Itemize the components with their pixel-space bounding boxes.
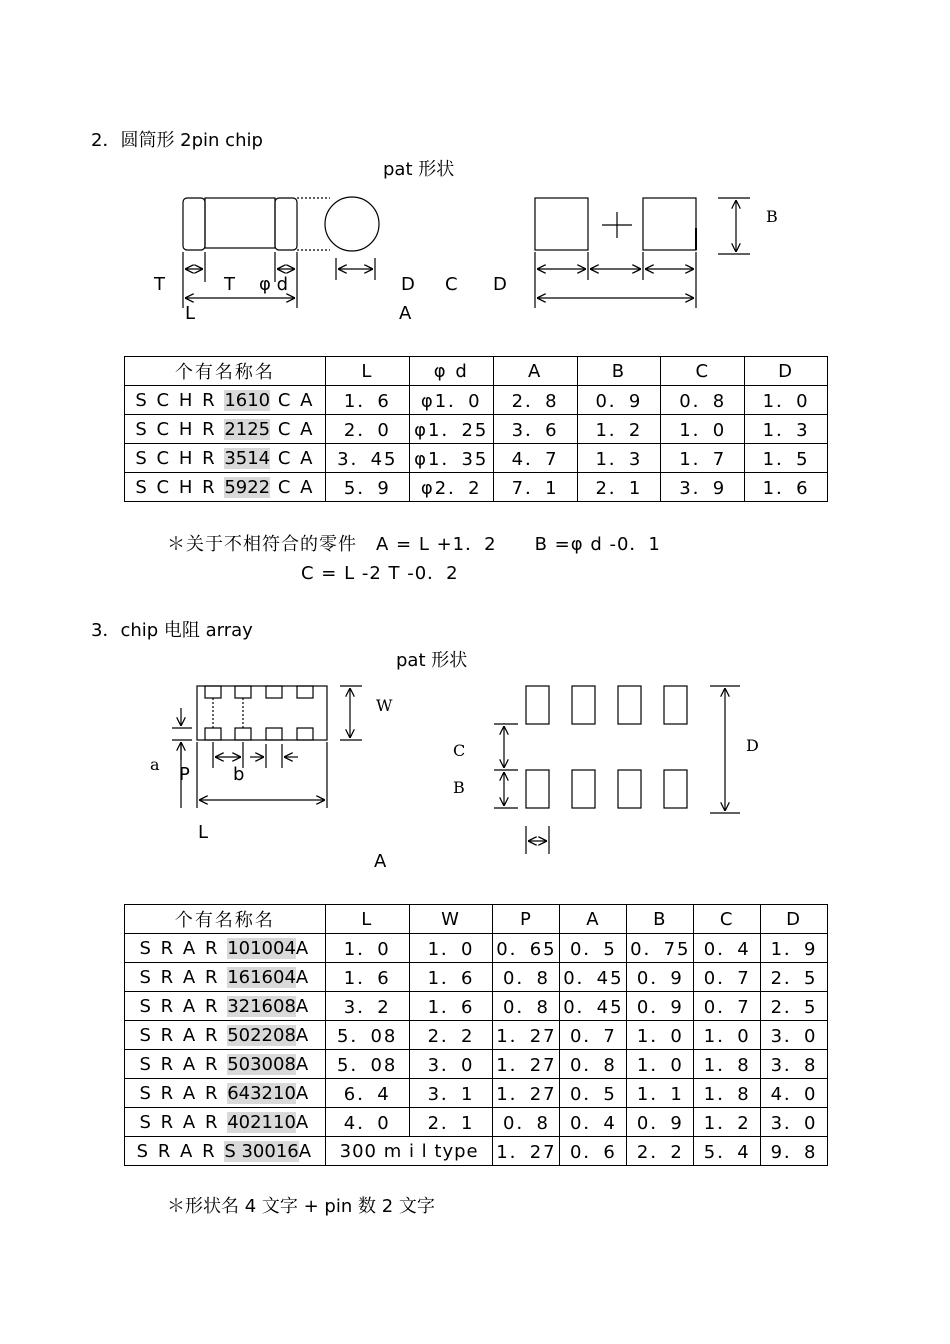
- section2-heading: 2．圆筒形 2pin chip: [91, 130, 263, 151]
- pad: [526, 686, 549, 724]
- header-L: L: [325, 357, 409, 386]
- part-name: S R A R 402110A: [125, 1108, 326, 1137]
- label-D1: D: [401, 274, 415, 295]
- cell: 1．27: [493, 1137, 560, 1166]
- cell: 0．5: [560, 934, 627, 963]
- part-name: S R A R 161604A: [125, 963, 326, 992]
- cell: 1．0: [627, 1050, 694, 1079]
- cell: 0．4: [560, 1108, 627, 1137]
- cell: 0．8: [493, 1108, 560, 1137]
- cell: 2．5: [761, 992, 828, 1021]
- label-L: L: [185, 303, 196, 324]
- cell: 2．1: [577, 473, 661, 502]
- pad: [572, 686, 595, 724]
- cell: φ1．0: [409, 386, 493, 415]
- part-name: S R A R 643210A: [125, 1079, 326, 1108]
- label-A: A: [374, 851, 387, 872]
- table-row: [125, 444, 828, 473]
- cell: 4．7: [493, 444, 577, 473]
- cylinder-chip-table: [124, 356, 828, 502]
- label-C: C: [453, 741, 466, 760]
- cell: 1．0: [694, 1021, 761, 1050]
- header-name: 个有名称名: [125, 357, 326, 386]
- cell: 1．2: [694, 1108, 761, 1137]
- cell: 1．7: [661, 444, 745, 473]
- cell: 0．45: [560, 992, 627, 1021]
- header-D: D: [745, 357, 828, 386]
- cell: 0．7: [560, 1021, 627, 1050]
- cell: 0．45: [560, 963, 627, 992]
- cell: 1．6: [745, 473, 828, 502]
- cell: 1．5: [745, 444, 828, 473]
- cell: 0．8: [560, 1050, 627, 1079]
- label-D2: D: [493, 274, 507, 295]
- section3-heading: 3．chip 电阻 array: [91, 620, 253, 641]
- cell: 0．9: [627, 992, 694, 1021]
- cell: 2．2: [627, 1137, 694, 1166]
- cell: 1．3: [745, 415, 828, 444]
- table-row: [125, 1108, 828, 1137]
- label-C: C: [445, 274, 458, 295]
- cell: 3．0: [761, 1108, 828, 1137]
- label-A: A: [399, 303, 412, 324]
- cell: 3．0: [409, 1050, 493, 1079]
- header-A: A: [493, 357, 577, 386]
- table-row: [125, 934, 828, 963]
- cell: 3．9: [661, 473, 745, 502]
- label-P: P: [179, 764, 190, 785]
- table-header-row: [125, 357, 828, 386]
- cell: 4．0: [325, 1108, 409, 1137]
- pad: [572, 770, 595, 808]
- table-row: [125, 1021, 828, 1050]
- part-name: S R A R 502208A: [125, 1021, 326, 1050]
- cell: φ1．35: [409, 444, 493, 473]
- header-W: W: [409, 905, 493, 934]
- cell: 0．8: [493, 963, 560, 992]
- cell: 0．7: [694, 992, 761, 1021]
- cell: 3．6: [493, 415, 577, 444]
- cell: 1．0: [325, 934, 409, 963]
- cell: 1．9: [761, 934, 828, 963]
- label-b: b: [233, 764, 245, 785]
- cell: φ2．2: [409, 473, 493, 502]
- pad: [526, 770, 549, 808]
- cell: 0．4: [694, 934, 761, 963]
- cell: 5．9: [325, 473, 409, 502]
- table-row: [125, 963, 828, 992]
- header-A: A: [560, 905, 627, 934]
- cell: 3．1: [409, 1079, 493, 1108]
- cell: 300 m i l type: [325, 1137, 493, 1166]
- table-row: [125, 992, 828, 1021]
- cell: 1．27: [493, 1050, 560, 1079]
- label-phi-d: φ d: [259, 274, 289, 295]
- cell: 1．6: [325, 386, 409, 415]
- section3-pat-label: pat 形状: [396, 650, 468, 671]
- part-name: S C H R 5922 C A: [125, 473, 326, 502]
- cylinder-end-right: [275, 198, 297, 250]
- label-D: D: [746, 736, 759, 755]
- cell: 1．6: [409, 992, 493, 1021]
- pad: [618, 770, 641, 808]
- cell: 1．6: [409, 963, 493, 992]
- cell: 1．3: [577, 444, 661, 473]
- pad: [664, 770, 687, 808]
- cell: 3．2: [325, 992, 409, 1021]
- cell: 2．0: [325, 415, 409, 444]
- cylinder-end-left: [183, 198, 205, 250]
- pad: [618, 686, 641, 724]
- cell: 1．1: [627, 1079, 694, 1108]
- table-row: [125, 1079, 828, 1108]
- cell: 3．0: [761, 1021, 828, 1050]
- cell: 2．2: [409, 1021, 493, 1050]
- cell: 5．4: [694, 1137, 761, 1166]
- pad-right: [643, 198, 696, 250]
- part-name: S R A R S 30016A: [125, 1137, 326, 1166]
- cell: 1．27: [493, 1079, 560, 1108]
- label-T1: T: [154, 274, 165, 295]
- label-L: L: [198, 822, 209, 843]
- cell: 1．0: [661, 415, 745, 444]
- header-phi-d: φ d: [409, 357, 493, 386]
- cell: 6．4: [325, 1079, 409, 1108]
- cell: 0．6: [560, 1137, 627, 1166]
- section3-note: ＊形状名 4 文字 + pin 数 2 文字: [167, 1196, 435, 1217]
- section2-note-line1: ＊关于不相符合的零件 A = L +1．2 B =φ d -0．1: [167, 534, 661, 555]
- cell: 0．8: [661, 386, 745, 415]
- table-header-row: [125, 905, 828, 934]
- cell: 1．8: [694, 1050, 761, 1079]
- header-L: L: [325, 905, 409, 934]
- header-C: C: [661, 357, 745, 386]
- cell: 0．5: [560, 1079, 627, 1108]
- section2-pat-label: pat 形状: [383, 159, 455, 180]
- cell: 1．27: [493, 1021, 560, 1050]
- part-name: S C H R 2125 C A: [125, 415, 326, 444]
- cell: 2．1: [409, 1108, 493, 1137]
- pad-left: [535, 198, 588, 250]
- table-row: [125, 1137, 828, 1166]
- part-name: S C H R 3514 C A: [125, 444, 326, 473]
- cell: 2．5: [761, 963, 828, 992]
- header-B: B: [627, 905, 694, 934]
- cell: 5．08: [325, 1050, 409, 1079]
- part-name: S C H R 1610 C A: [125, 386, 326, 415]
- label-a: a: [150, 755, 160, 774]
- part-name: S R A R 101004A: [125, 934, 326, 963]
- part-name: S R A R 503008A: [125, 1050, 326, 1079]
- label-B: B: [453, 778, 465, 797]
- cell: 0．8: [493, 992, 560, 1021]
- cell: 1．2: [577, 415, 661, 444]
- cell: 0．9: [627, 963, 694, 992]
- pad: [664, 686, 687, 724]
- cell: 1．0: [409, 934, 493, 963]
- header-D: D: [761, 905, 828, 934]
- cell: 3．45: [325, 444, 409, 473]
- cell: 7．1: [493, 473, 577, 502]
- header-P: P: [493, 905, 560, 934]
- section2-note-line2: C = L -2 T -0．2: [301, 563, 459, 584]
- cell: 1．8: [694, 1079, 761, 1108]
- table-row: [125, 1050, 828, 1079]
- cylinder-end-view: [325, 197, 379, 251]
- cylinder-chip-diagram: [0, 0, 950, 340]
- cell: 3．8: [761, 1050, 828, 1079]
- cell: 0．65: [493, 934, 560, 963]
- resistor-array-table: [124, 904, 828, 1166]
- cell: 2．8: [493, 386, 577, 415]
- cell: 0．9: [627, 1108, 694, 1137]
- part-name: S R A R 321608A: [125, 992, 326, 1021]
- cell: 4．0: [761, 1079, 828, 1108]
- cell: φ1．25: [409, 415, 493, 444]
- label-W: W: [376, 696, 393, 715]
- cell: 1．0: [627, 1021, 694, 1050]
- cell: 1．0: [745, 386, 828, 415]
- cell: 0．75: [627, 934, 694, 963]
- cell: 0．7: [694, 963, 761, 992]
- label-B: B: [766, 207, 778, 226]
- table-row: [125, 473, 828, 502]
- array-body: [197, 686, 327, 740]
- cell: 0．9: [577, 386, 661, 415]
- header-name: 个有名称名: [125, 905, 326, 934]
- table-row: [125, 386, 828, 415]
- label-T2: T: [224, 274, 235, 295]
- header-C: C: [694, 905, 761, 934]
- header-B: B: [577, 357, 661, 386]
- cylinder-body: [205, 198, 275, 248]
- table-row: [125, 415, 828, 444]
- cell: 9．8: [761, 1137, 828, 1166]
- cell: 1．6: [325, 963, 409, 992]
- cell: 5．08: [325, 1021, 409, 1050]
